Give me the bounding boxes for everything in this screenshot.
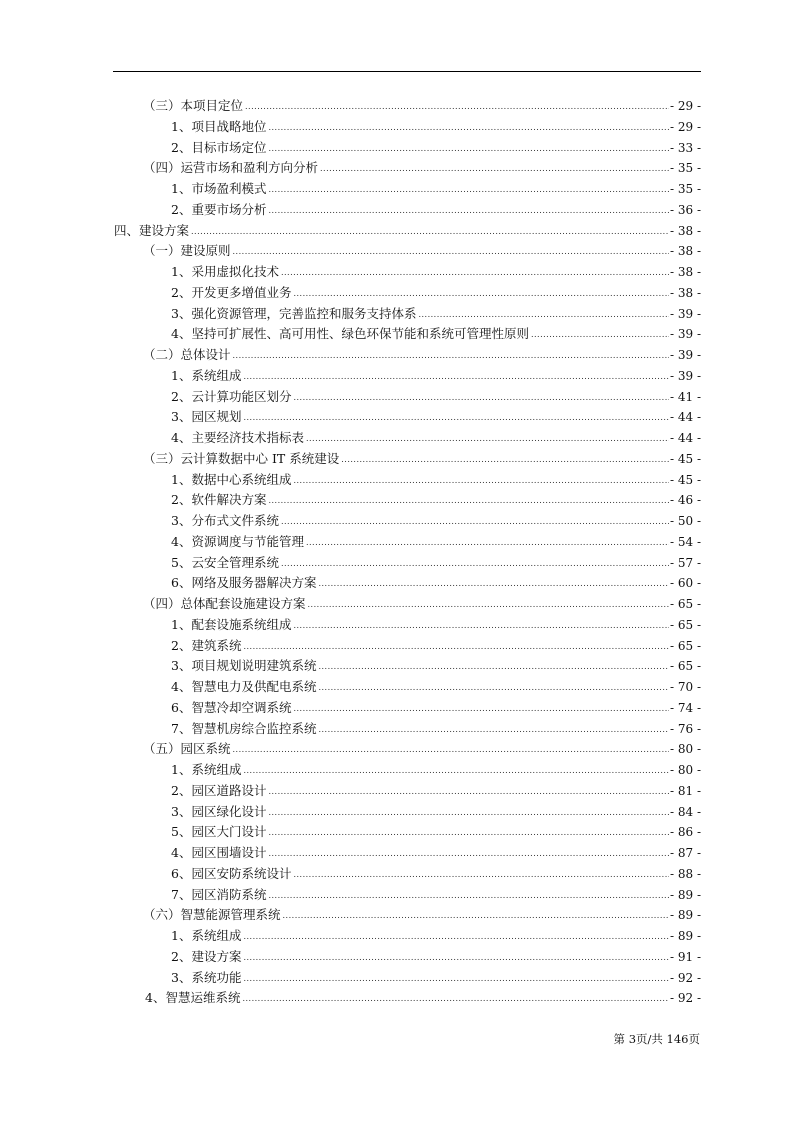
toc-entry-title: 5、园区大门设计 xyxy=(171,824,267,840)
toc-entry-page: - 81 - xyxy=(669,783,701,798)
toc-entry[interactable] xyxy=(0,655,701,673)
toc-entry[interactable] xyxy=(0,95,701,113)
toc-dot-leader xyxy=(318,684,669,692)
toc-entry[interactable] xyxy=(0,904,701,922)
toc-entry[interactable] xyxy=(0,759,701,777)
toc-entry[interactable] xyxy=(0,240,701,258)
toc-dot-leader xyxy=(320,165,669,173)
toc-entry-page: - 35 - xyxy=(669,161,701,176)
toc-entry[interactable] xyxy=(0,116,701,134)
toc-entry[interactable] xyxy=(0,178,701,196)
toc-dot-leader xyxy=(233,248,669,256)
toc-entry-page: - 92 - xyxy=(669,970,701,985)
toc-entry-title: 2、建设方案 xyxy=(171,948,242,964)
toc-dot-leader xyxy=(242,995,669,1003)
toc-entry-title: 3、项目规划说明建筑系统 xyxy=(171,658,317,674)
toc-entry-page: - 44 - xyxy=(669,410,701,425)
toc-entry-title: 4、园区围墙设计 xyxy=(171,845,267,860)
toc-dot-leader xyxy=(306,539,669,547)
header-rule xyxy=(113,71,701,72)
toc-entry-title: 6、智慧冷却空调系统 xyxy=(171,699,292,715)
toc-dot-leader xyxy=(293,622,669,630)
toc-entry-title: （三）云计算数据中心 IT 系统建设 xyxy=(143,450,340,466)
toc-dot-leader xyxy=(341,456,669,464)
toc-entry-page: - 36 - xyxy=(669,202,701,217)
toc-dot-leader xyxy=(268,124,669,132)
toc-entry[interactable] xyxy=(0,801,701,819)
toc-entry-page: - 38 - xyxy=(669,285,701,300)
toc-entry-page: - 38 - xyxy=(669,223,701,238)
toc-entry-page: - 29 - xyxy=(669,119,701,134)
toc-dot-leader xyxy=(306,435,669,443)
toc-entry[interactable] xyxy=(0,738,701,756)
toc-entry[interactable] xyxy=(0,365,701,383)
toc-entry[interactable] xyxy=(0,261,701,279)
toc-entry-title: 4、资源调度与节能管理 xyxy=(171,533,304,549)
toc-entry-title: （六）智慧能源管理系统 xyxy=(143,907,281,923)
toc-dot-leader xyxy=(245,103,669,111)
toc-entry-page: - 91 - xyxy=(669,949,701,964)
toc-entry-title: 2、软件解决方案 xyxy=(171,492,267,508)
toc-entry-page: - 74 - xyxy=(669,700,701,715)
toc-entry[interactable] xyxy=(0,448,701,466)
toc-entry-page: - 86 - xyxy=(669,825,701,840)
toc-entry-title: 2、重要市场分析 xyxy=(171,201,267,217)
toc-entry-page: - 60 - xyxy=(669,576,701,591)
toc-entry-title: （三）本项目定位 xyxy=(143,98,244,113)
toc-entry-page: - 41 - xyxy=(669,389,701,404)
toc-entry-title: 3、系统功能 xyxy=(171,969,242,985)
toc-dot-leader xyxy=(268,207,669,215)
toc-entry[interactable] xyxy=(0,510,701,528)
toc-entry-page: - 29 - xyxy=(669,99,701,113)
toc-entry-title: 3、园区规划 xyxy=(171,409,242,425)
toc-entry-page: - 35 - xyxy=(669,182,701,196)
toc-dot-leader xyxy=(243,954,669,962)
toc-entry-title: 1、采用虚拟化技术 xyxy=(171,264,279,279)
toc-dot-leader xyxy=(308,601,669,609)
toc-entry-page: - 39 - xyxy=(669,368,701,383)
toc-entry-title: （二）总体设计 xyxy=(143,347,231,362)
toc-entry[interactable] xyxy=(0,821,701,839)
toc-entry-title: 4、智慧电力及供配电系统 xyxy=(171,679,317,694)
toc-entry-page: - 57 - xyxy=(669,555,701,570)
toc-entry-page: - 65 - xyxy=(669,617,701,632)
toc-entry-page: - 38 - xyxy=(669,244,701,259)
toc-entry[interactable] xyxy=(0,344,701,362)
toc-dot-leader xyxy=(418,311,669,319)
toc-entry-page: - 87 - xyxy=(669,846,701,860)
toc-entry[interactable] xyxy=(0,406,701,424)
toc-entry-title: 5、云安全管理系统 xyxy=(171,554,279,570)
toc-entry-title: 1、配套设施系统组成 xyxy=(171,616,292,632)
toc-dot-leader xyxy=(243,975,669,983)
toc-entry-page: - 65 - xyxy=(669,659,701,674)
toc-dot-leader xyxy=(233,746,669,754)
toc-dot-leader xyxy=(531,331,669,339)
toc-dot-leader xyxy=(293,290,669,298)
toc-entry-title: 1、系统组成 xyxy=(171,367,242,383)
toc-entry-title: 2、开发更多增值业务 xyxy=(171,284,292,300)
toc-dot-leader xyxy=(243,373,669,381)
toc-entry-page: - 80 - xyxy=(669,763,701,777)
toc-entry[interactable] xyxy=(0,157,701,175)
toc-entry-page: - 33 - xyxy=(669,140,701,155)
toc-dot-leader xyxy=(318,726,669,734)
toc-entry-page: - 76 - xyxy=(669,721,701,736)
toc-dot-leader xyxy=(268,892,669,900)
toc-entry-page: - 80 - xyxy=(669,742,701,757)
toc-dot-leader xyxy=(281,269,669,277)
toc-entry-title: 4、坚持可扩展性、高可用性、绿色环保节能和系统可管理性原则 xyxy=(171,326,529,342)
toc-dot-leader xyxy=(243,414,669,422)
toc-entry-title: （五）园区系统 xyxy=(143,741,231,757)
toc-entry-page: - 38 - xyxy=(669,265,701,279)
toc-entry-page: - 89 - xyxy=(669,908,701,923)
toc-entry[interactable] xyxy=(0,614,701,632)
toc-entry-title: 4、智慧运维系统 xyxy=(145,990,241,1006)
toc-entry[interactable] xyxy=(0,199,701,217)
toc-entry[interactable] xyxy=(0,718,701,736)
toc-dot-leader xyxy=(233,352,669,360)
toc-dot-leader xyxy=(268,809,669,817)
toc-entry-page: - 45 - xyxy=(669,472,701,487)
toc-entry[interactable] xyxy=(0,531,701,549)
toc-entry-page: - 39 - xyxy=(669,348,701,362)
toc-entry[interactable] xyxy=(0,137,701,155)
toc-dot-leader xyxy=(281,518,669,526)
toc-entry-title: 四、建设方案 xyxy=(114,222,190,238)
toc-entry[interactable] xyxy=(0,593,701,611)
toc-dot-leader xyxy=(268,829,669,837)
toc-entry-title: 2、目标市场定位 xyxy=(171,139,267,155)
toc-entry[interactable] xyxy=(0,863,701,881)
toc-entry-title: 6、网络及服务器解决方案 xyxy=(171,575,317,591)
toc-entry-title: 3、分布式文件系统 xyxy=(171,513,279,528)
toc-entry-title: 6、园区安防系统设计 xyxy=(171,865,292,881)
toc-entry-page: - 44 - xyxy=(669,431,701,445)
toc-entry-title: 1、系统组成 xyxy=(171,762,242,777)
toc-entry-title: 7、智慧机房综合监控系统 xyxy=(171,720,317,736)
toc-entry-title: 4、主要经济技术指标表 xyxy=(171,430,304,445)
toc-entry[interactable] xyxy=(0,427,701,445)
toc-entry-page: - 65 - xyxy=(669,638,701,653)
toc-entry-title: 2、云计算功能区划分 xyxy=(171,388,292,404)
toc-entry[interactable] xyxy=(0,884,701,902)
toc-dot-leader xyxy=(268,788,669,796)
toc-entry-page: - 65 - xyxy=(669,597,701,611)
toc-entry[interactable] xyxy=(0,967,701,985)
toc-entry-title: 1、系统组成 xyxy=(171,928,242,943)
toc-entry-title: 2、园区道路设计 xyxy=(171,782,267,798)
toc-entry-title: 3、园区绿化设计 xyxy=(171,803,267,819)
toc-entry[interactable] xyxy=(0,282,701,300)
toc-dot-leader xyxy=(243,933,669,941)
toc-entry[interactable] xyxy=(0,842,701,860)
toc-dot-leader xyxy=(293,394,669,402)
toc-entry[interactable] xyxy=(0,303,701,321)
toc-entry-page: - 84 - xyxy=(669,804,701,819)
toc-entry-title: 3、强化资源管理，完善监控和服务支持体系 xyxy=(171,305,417,321)
toc-entry[interactable] xyxy=(0,469,701,487)
toc-entry-title: （四）运营市场和盈利方向分析 xyxy=(143,160,319,176)
toc-dot-leader xyxy=(293,477,669,485)
toc-entry-title: （一）建设原则 xyxy=(143,243,231,259)
toc-dot-leader xyxy=(191,228,669,236)
toc-entry-page: - 39 - xyxy=(669,327,701,342)
page-number-footer: 第 3页/共 146页 xyxy=(613,1032,700,1046)
toc-entry[interactable] xyxy=(0,489,701,507)
toc-entry[interactable] xyxy=(0,220,701,238)
toc-entry-page: - 45 - xyxy=(669,451,701,466)
toc-entry[interactable] xyxy=(0,780,701,798)
toc-dot-leader xyxy=(318,663,669,671)
toc-dot-leader xyxy=(293,705,669,713)
toc-dot-leader xyxy=(283,912,669,920)
toc-dot-leader xyxy=(293,871,669,879)
toc-entry-title: 1、数据中心系统组成 xyxy=(171,471,292,487)
toc-entry[interactable] xyxy=(0,987,701,1005)
toc-dot-leader xyxy=(268,497,669,505)
toc-entry[interactable] xyxy=(0,323,701,341)
toc-dot-leader xyxy=(281,560,669,568)
toc-dot-leader xyxy=(243,643,669,651)
toc-entry-page: - 46 - xyxy=(669,493,701,508)
toc-entry-page: - 70 - xyxy=(669,680,701,694)
toc-entry[interactable] xyxy=(0,635,701,653)
toc-entry[interactable] xyxy=(0,697,701,715)
toc-dot-leader xyxy=(243,767,669,775)
toc-entry-page: - 54 - xyxy=(669,534,701,549)
toc-entry-page: - 50 - xyxy=(669,514,701,528)
toc-entry[interactable] xyxy=(0,676,701,694)
toc-dot-leader xyxy=(268,850,669,858)
toc-dot-leader xyxy=(268,186,669,194)
toc-dot-leader xyxy=(268,145,669,153)
toc-entry[interactable] xyxy=(0,552,701,570)
toc-dot-leader xyxy=(318,580,669,588)
toc-entry[interactable] xyxy=(0,946,701,964)
toc-entry-page: - 39 - xyxy=(669,306,701,321)
toc-entry-title: 2、建筑系统 xyxy=(171,637,242,653)
toc-entry-page: - 92 - xyxy=(669,991,701,1006)
toc-entry-title: 1、项目战略地位 xyxy=(171,118,267,134)
toc-entry[interactable] xyxy=(0,572,701,590)
toc-entry[interactable] xyxy=(0,386,701,404)
toc-entry-page: - 88 - xyxy=(669,866,701,881)
toc-entry-title: （四）总体配套设施建设方案 xyxy=(143,596,306,611)
toc-entry-page: - 89 - xyxy=(669,929,701,943)
toc-entry-title: 7、园区消防系统 xyxy=(171,886,267,902)
toc-entry-title: 1、市场盈利模式 xyxy=(171,181,267,196)
toc-entry[interactable] xyxy=(0,925,701,943)
toc-entry-page: - 89 - xyxy=(669,887,701,902)
